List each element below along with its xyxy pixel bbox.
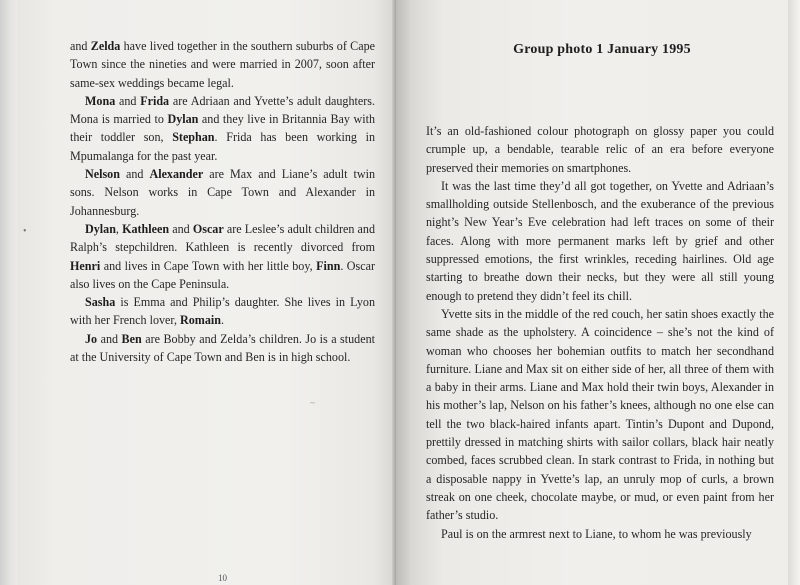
paragraph-run: are Max and Liane’s adult twin sons. Nelson works in Cape Town and Alexander in Johannesburg. [70,167,376,218]
character-name: Alexander [149,167,204,182]
paragraph-run: , [115,221,123,236]
paragraph-run: have lived together in the southern suburbs of Cape Town since the nineties and were married in 2007, soon after same-sex weddings became legal. [70,39,375,90]
left-page-number: 10 [218,573,227,583]
page-smudge: ~ [310,398,315,408]
paragraph-run: . Frida has been working in Mpumalanga for the past year. [70,130,375,163]
character-name: Zelda [90,39,121,53]
left-page-text [70,37,375,366]
chapter-heading: Group photo 1 January 1995 [513,42,691,57]
right-paragraph: It was the last time they’d all got together, on Yvette and Adriaan’s smallholding outside Stellenbosch, and the exuberance of the previous night’s New Year’s Eve celebration had left traces on some of their faces. Along with more permanent marks left by grief and other suppressed emotions, the first wrinkles, receding hairlines. Old age starting to breathe down their necks, but they were all still young enough to pretend they didn’t feel its chill. [426,178,774,303]
left-paragraph [70,92,375,165]
character-name: Jo [85,331,98,346]
right-paragraph: It’s an old-fashioned colour photograph on glossy paper you could crumple up, a bendable, tearable relic of an era before everyone preserved their memories on smartphones. [426,124,774,175]
character-name: Dylan [167,112,199,127]
paragraph-run: and [97,331,122,346]
left-edge-shadow [0,0,18,585]
right-page [396,0,788,585]
paragraph-run: and [169,221,193,236]
right-paragraph: Yvette sits in the middle of the red couch, her satin shoes exactly the same shade as the upholstery. A coincidence – she’s not the kind of woman who chooses her bohemian outfits to match her secondhand furniture. Liane and Max sit on either side of her, all three of them with a baby in their arms. Liane and Max hold their twin boys, Alexander in his mother’s lap, Nelson on his father’s knees, although no one else can tell the two black-haired infants apart. Tintin’s Dupont and Dupond, prettily dressed in matching shirts with sailor collars, black hair neatly combed, faces scrubbed clean. In stark contrast to Frida, in nothing but a disposable nappy in Yvette’s lap, an unruly mop of curls, a brown streak on one cheek, chocolate maybe, or mud, or even paint from her father’s studio. [426,306,774,523]
paragraph-run: is Emma and Philip’s daughter. She lives in Lyon with her French lover, [70,295,375,328]
left-paragraph [70,293,375,330]
character-name: Stephan [172,130,215,145]
right-edge [788,0,800,585]
paragraph-run: and [115,93,141,108]
right-page-text [426,122,774,543]
paragraph-run: and they live in Britannia Bay with their toddler son, [70,112,375,145]
character-name: Kathleen [122,221,170,236]
paragraph-run: . Oscar also lives on the Cape Peninsula. [70,258,376,291]
left-paragraph [70,165,375,220]
paragraph-run: are Adriaan and Yvette’s adult daughters. Mona is married to [70,93,376,127]
character-name: Romain [180,313,222,328]
character-name: Nelson [85,167,120,182]
paragraph-run: and lives in Cape Town with her little boy, [100,258,317,273]
character-name: Sasha [85,295,116,310]
paragraph-run: and [70,39,91,53]
paragraph-run: and [119,167,150,182]
character-name: Mona [85,93,116,108]
left-page [18,0,396,585]
margin-mark: • [23,226,27,237]
character-name: Ben [121,331,142,346]
character-name: Frida [140,93,170,108]
paragraph-run: are Leslee’s adult children and Ralph’s stepchildren. Kathleen is recently divorced from [70,221,376,255]
paragraph-run: . [221,313,225,328]
character-name: Dylan [85,221,116,236]
character-name: Finn [316,258,341,273]
character-name: Henri [70,258,101,273]
paragraph-run: are Bobby and Zelda’s children. Jo is a student at the University of Cape Town and Ben is in high school. [70,331,375,365]
character-name: Oscar [192,221,224,236]
left-paragraph [70,37,375,92]
right-paragraph: Paul is on the armrest next to Liane, to whom he was previously [441,526,752,541]
left-paragraph [70,330,375,367]
left-paragraph [70,220,375,293]
